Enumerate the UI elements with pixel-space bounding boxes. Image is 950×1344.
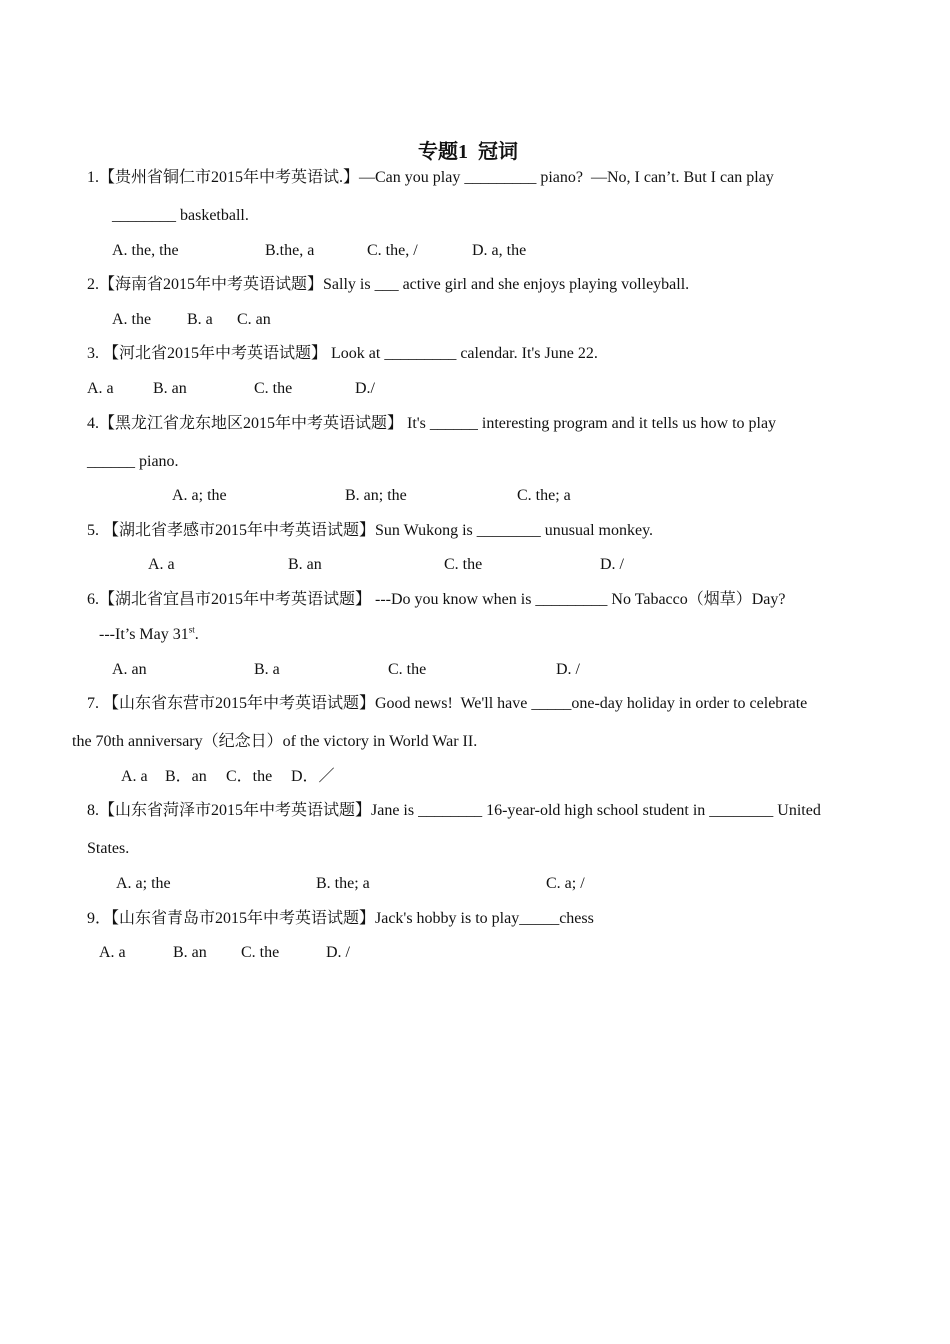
option-b: B. an	[153, 380, 187, 397]
option-a: A. a	[99, 944, 126, 961]
question-text: 7. 【山东省东营市2015年中考英语试题】Good news! We'll have _____one-day holiday in order to celebrate	[87, 695, 808, 712]
option-c: C. the	[241, 944, 280, 961]
page-title: 专题1 冠词	[418, 141, 518, 163]
option-b: B. an; the	[345, 487, 407, 504]
option-c: C. the; a	[517, 487, 571, 504]
option-b: B. an	[288, 556, 322, 573]
option-a: A. a	[87, 380, 114, 397]
option-c: C．the	[226, 768, 273, 785]
option-c: C. the	[444, 556, 483, 573]
question-text: 6.【湖北省宜昌市2015年中考英语试题】 ---Do you know when is _________ No Tabacco（烟草）Day?	[87, 591, 786, 608]
option-a: A. an	[112, 661, 147, 678]
question-text: 9．【山东省青岛市2015年中考英语试题】Jack's hobby is to play_____chess	[87, 910, 594, 927]
option-a: A. a	[148, 556, 175, 573]
option-c: C. the	[254, 380, 293, 397]
option-a: A. the	[112, 311, 152, 328]
option-d: D. /	[326, 944, 350, 961]
question-text: 2.【海南省2015年中考英语试题】Sally is ___ active girl and she enjoys playing volleyball.	[87, 276, 690, 293]
option-d: D. a, the	[472, 242, 527, 259]
question-text: 1.【贵州省铜仁市2015年中考英语试.】—Can you play _________ piano? —No, I can’t. But I can play	[87, 169, 774, 186]
option-b: B．an	[165, 768, 207, 785]
option-c: C. the, /	[367, 242, 418, 259]
question-text-continued: States.	[87, 840, 130, 857]
option-b: B. an	[173, 944, 207, 961]
option-d: D．／	[291, 768, 335, 785]
period: .	[194, 626, 199, 643]
question-text-continued: the 70th anniversary（纪念日）of the victory in World War II.	[72, 733, 478, 750]
ordinal-suffix: st	[188, 624, 195, 635]
option-b: B.the, a	[265, 242, 315, 259]
option-a: A. a	[121, 768, 148, 785]
option-c: C. the	[388, 661, 427, 678]
option-c: C. a; /	[546, 875, 585, 892]
option-a: A. a; the	[172, 487, 227, 504]
option-a: A. a; the	[116, 875, 171, 892]
question-text: 5. 【湖北省孝感市2015年中考英语试题】Sun Wukong is ________ unusual monkey.	[87, 522, 654, 539]
question-text-continued: ________ basketball.	[112, 207, 249, 224]
question-text-continued	[99, 625, 199, 645]
question-text: 3. 【河北省2015年中考英语试题】 Look at _________ calendar. It's June 22.	[87, 345, 598, 362]
question-text: 4.【黑龙江省龙东地区2015年中考英语试题】 It's ______ interesting program and it tells us how to play	[87, 415, 777, 432]
option-a: A. the, the	[112, 242, 179, 259]
option-d: D. /	[556, 661, 580, 678]
option-c: C. an	[237, 311, 271, 328]
option-d: D./	[355, 380, 375, 397]
answer-line: ---It’s May 31	[99, 626, 189, 643]
question-text: 8.【山东省菏泽市2015年中考英语试题】Jane is ________ 16-year-old high school student in ________ United	[87, 802, 821, 819]
option-d: D. /	[600, 556, 624, 573]
option-b: B. a	[187, 311, 213, 328]
question-text-continued: ______ piano.	[87, 453, 179, 470]
option-b: B. the; a	[316, 875, 370, 892]
option-b: B. a	[254, 661, 280, 678]
